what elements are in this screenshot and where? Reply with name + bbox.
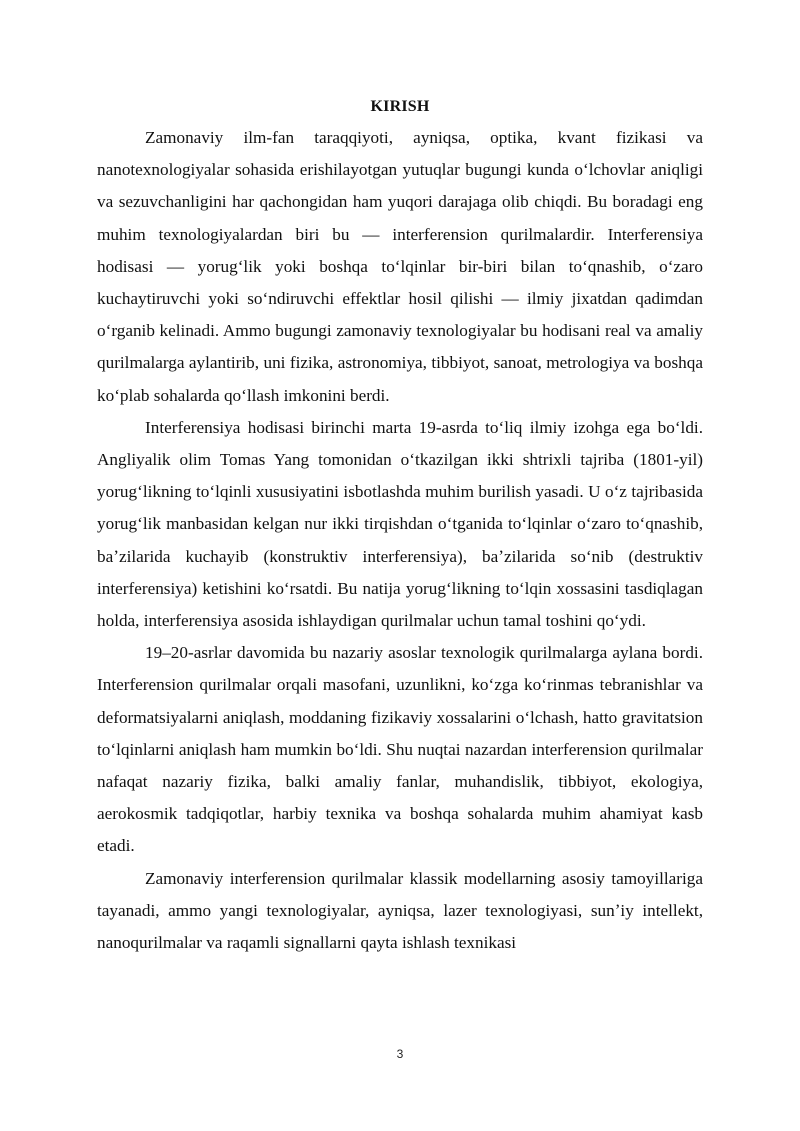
paragraph-3: 19–20-asrlar davomida bu nazariy asoslar texnologik qurilmalarga aylana bordi. Interferension qurilmalar orqali masofani, uzunlikni, koʻzga koʻrinmas tebranishlar va deformatsiyalarni aniqlash, moddaning fizikaviy xossalarini oʻlchash, hatto gravitatsion toʻlqinlarni aniqlash ham mumkin boʻldi. Shu nuqtai nazardan interferension qurilmalar nafaqat nazariy fizika, balki amaliy fanlar, muhandislik, tibbiyot, ekologiya, aerokosmik tadqiqotlar, harbiy texnika va boshqa sohalarda muhim ahamiyat kasb etadi. bbox=[97, 643, 703, 856]
page-title: KIRISH bbox=[370, 98, 430, 115]
paragraph-1: Zamonaviy ilm-fan taraqqiyoti, ayniqsa, optika, kvant fizikasi va nanotexnologiyalar sohasida erishilayotgan yutuqlar bugungi kunda oʻlchovlar aniqligi va sezuvchanligini har qachongidan ham yuqori darajaga olib chiqdi. Bu boradagi eng muhim texnologiyalardan biri bu — interferension qurilmalardir. Interferensiya hodisasi — yorugʻlik yoki boshqa toʻlqinlar bir-biri bilan toʻqnashib, oʻzaro kuchaytiruvchi yoki soʻndiruvchi effektlar hosil qilishi — ilmiy jixatdan qadimdan oʻrganib kelinadi. Ammo bugungi zamonaviy texnologiyalar bu hodisani real va amaliy qurilmalarga aylantirib, uni fizika, astronomiya, tibbiyot, sanoat, metrologiya va boshqa koʻplab sohalarda qoʻllash imkonini berdi. bbox=[97, 128, 703, 405]
paragraph-4: Zamonaviy interferension qurilmalar klassik modellarning asosiy tamoyillariga tayanadi, ammo yangi texnologiyalar, ayniqsa, lazer texnologiyasi, sunʼiy intellekt, nanoqurilmalar va raqamli signallarni qayta ishlash texnikasi bbox=[97, 868, 703, 953]
paragraph-2: Interferensiya hodisasi birinchi marta 19-asrda toʻliq ilmiy izohga ega boʻldi. Angliyalik olim Tomas Yang tomonidan oʻtkazilgan ikki shtrixli tajriba (1801-yil) yorugʻlikning toʻlqinli xususiyatini isbotlashda muhim burilish yasadi. U oʻz tajribasida yorugʻlik manbasidan kelgan nur ikki tirqishdan oʻtganida toʻlqinlar oʻzaro toʻqnashib, baʼzilarida kuchayib (konstruktiv interferensiya), baʼzilarida soʻnib (destruktiv interferensiya) ketishini koʻrsatdi. Bu natija yorugʻlikning toʻlqin xossasini tasdiqlagan holda, interferensiya asosida ishlaydigan qurilmalar uchun tamal toshini qoʻydi. bbox=[97, 417, 703, 631]
document-page bbox=[97, 92, 703, 959]
page-number: 3 bbox=[396, 1047, 404, 1061]
